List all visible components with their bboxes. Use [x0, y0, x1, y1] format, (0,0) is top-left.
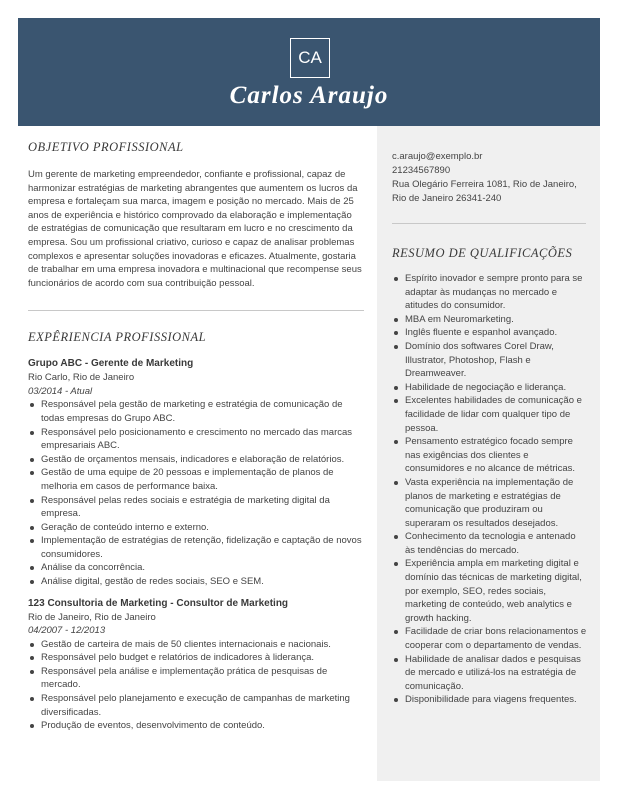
- list-item: Disponibilidade para viagens frequentes.: [392, 693, 588, 707]
- job-bullets: [28, 638, 364, 733]
- contact-address-line1: Rua Olegário Ferreira 1081, Rio de Janeiro,: [392, 179, 577, 190]
- list-item: Responsável pelo planejamento e execução de campanhas de marketing diversificadas.: [28, 692, 364, 719]
- sidebar-divider: [392, 223, 586, 224]
- contact-email: c.araujo@exemplo.br: [392, 151, 483, 162]
- objective-title: OBJETIVO PROFISSIONAL: [28, 140, 184, 154]
- contact-phone: 21234567890: [392, 165, 451, 176]
- list-item: Excelentes habilidades de comunicação e facilidade de lidar com qualquer tipo de pessoa.: [392, 394, 588, 435]
- list-item: Vasta experiência na implementação de planos de marketing e estratégias de comunicação que produziram ou superaram os resultados desejados.: [392, 476, 588, 530]
- job-title: 123 Consultoria de Marketing - Consultor de Marketing: [28, 597, 289, 609]
- list-item: Análise digital, gestão de redes sociais, SEO e SEM.: [28, 575, 364, 589]
- job-title: Grupo ABC - Gerente de Marketing: [28, 358, 194, 370]
- list-item: Responsável pelo posicionamento e crescimento no mercado das marcas empresariais ABC.: [28, 426, 364, 453]
- list-item: Domínio dos softwares Corel Draw, Illustrator, Photoshop, Flash e Dreamweaver.: [392, 340, 588, 381]
- qualifications-list: [392, 272, 588, 707]
- objective-text: Um gerente de marketing empreendedor, confiante e profissional, capaz de harmonizar estratégias de marketing abrangentes que aumentem os lucros da empresa e fortaleçam sua marca, imagem e posição no mercado. Mais de 25 anos de experiência e histórico comprovado da elaboração e implementação de estratégias de comunicação que resultaram em lucro e no crescimento da empresa. Sou um profissional criativo, curioso e capaz de analisar problemas complexos e apresentar soluções inovadoras e eficazes. Atualmente, gostaria de trabalhar em uma empresa inovadora e multinacional que recompense seus funcionários de acordo com sua contribuição pessoal.: [28, 169, 362, 289]
- list-item: Facilidade de criar bons relacionamentos e cooperar com o departamento de vendas.: [392, 625, 588, 652]
- job-date: 03/2014 - Atual: [28, 385, 93, 397]
- list-item: MBA em Neuromarketing.: [392, 313, 588, 327]
- list-item: Espírito inovador e sempre pronto para se adaptar às mudanças no mercado e atitudes do consumidor.: [392, 272, 588, 313]
- section-divider: [28, 310, 364, 311]
- job-entry: [28, 597, 364, 733]
- list-item: Pensamento estratégico focado sempre nas exigências dos clientes e consumidores e no alcance de métricas.: [392, 435, 588, 476]
- main-column: [28, 140, 364, 733]
- candidate-name: Carlos Araujo: [229, 82, 389, 109]
- contact-block: [392, 150, 588, 206]
- list-item: Análise da concorrência.: [28, 561, 364, 575]
- list-item: Responsável pelo budget e relatórios de indicadores à liderança.: [28, 651, 364, 665]
- list-item: Inglês fluente e espanhol avançado.: [392, 326, 588, 340]
- experience-title: EXPÊRIENCIA PROFISSIONAL: [28, 330, 207, 345]
- job-location: Rio Carlo, Rio de Janeiro: [28, 372, 135, 384]
- qualifications-title: RESUMO DE QUALIFICAÇÕES: [392, 246, 573, 260]
- job-location: Rio de Janeiro, Rio de Janeiro: [28, 611, 156, 623]
- list-item: Gestão de carteira de mais de 50 clientes internacionais e nacionais.: [28, 638, 364, 652]
- list-item: Experiência ampla em marketing digital e domínio das técnicas de marketing digital, por exemplo, SEO, redes sociais, marketing de conteúdo, web analytics e growth hacking.: [392, 557, 588, 625]
- list-item: Conhecimento da tecnologia e antenado às tendências do mercado.: [392, 530, 588, 557]
- monogram-badge: CA: [290, 38, 330, 78]
- list-item: Produção de eventos, desenvolvimento de conteúdo.: [28, 719, 364, 733]
- list-item: Habilidade de negociação e liderança.: [392, 381, 588, 395]
- contact-address-line2: Rio de Janeiro 26341-240: [392, 193, 502, 204]
- qualifications-block: [392, 246, 588, 707]
- list-item: Implementação de estratégias de retenção, fidelização e captação de novos consumidores.: [28, 534, 364, 561]
- job-bullets: [28, 398, 364, 588]
- job-date: 04/2007 - 12/2013: [28, 625, 106, 637]
- list-item: Habilidade de analisar dados e pesquisas de mercado e utilizá-los na estratégia de comunicação.: [392, 653, 588, 694]
- list-item: Gestão de uma equipe de 20 pessoas e implementação de planos de melhoria em casos de performance baixa.: [28, 466, 364, 493]
- list-item: Gestão de orçamentos mensais, indicadores e elaboração de relatórios.: [28, 453, 364, 467]
- list-item: Geração de conteúdo interno e externo.: [28, 521, 364, 535]
- list-item: Responsável pelas redes sociais e estratégia de marketing digital da empresa.: [28, 494, 364, 521]
- job-entry: [28, 357, 364, 588]
- list-item: Responsável pela gestão de marketing e estratégia de comunicação de todas empresas do Grupo ABC.: [28, 398, 364, 425]
- list-item: Responsável pela análise e implementação prática de pesquisas de mercado.: [28, 665, 364, 692]
